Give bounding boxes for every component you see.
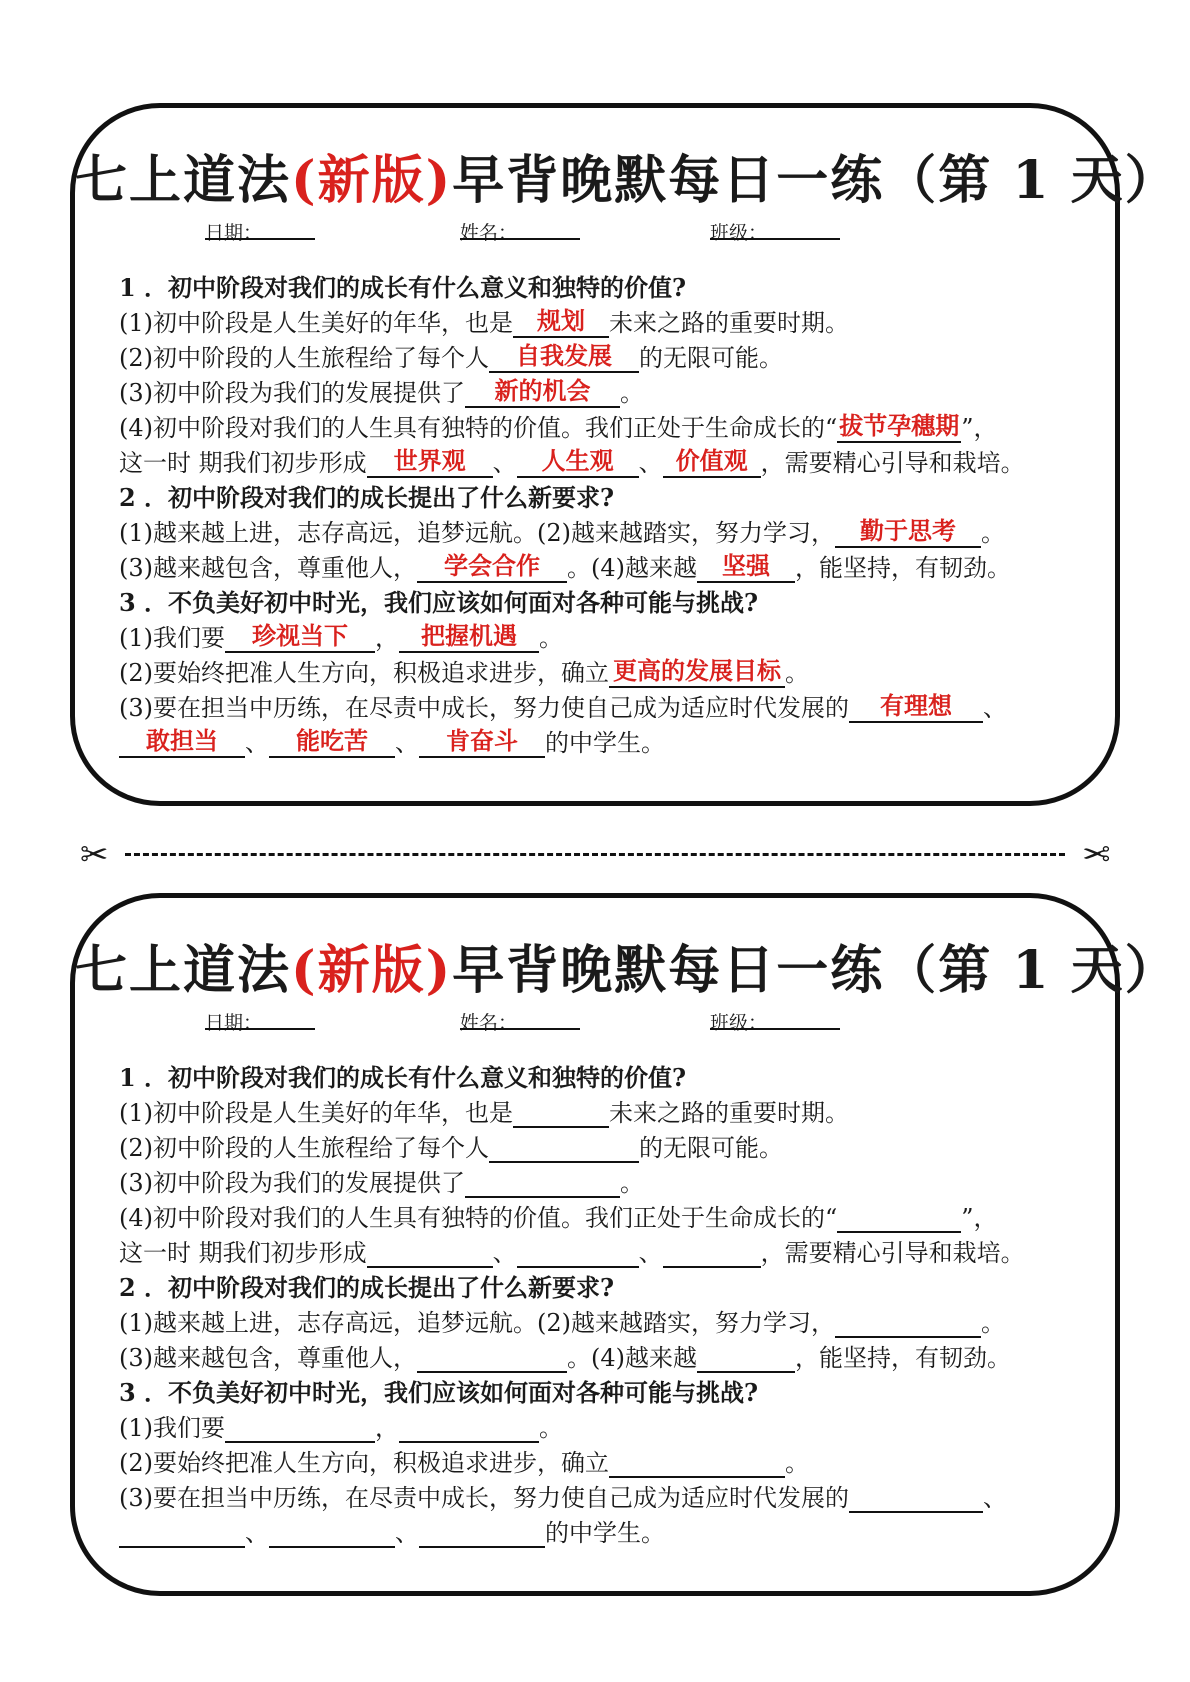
- answer-blank: 价值观: [663, 446, 761, 478]
- q2-item-2: (3)越来越包含，尊重他人， 。(4)越来越 ，能坚持，有韧劲。: [119, 1338, 1011, 1373]
- scissor-icon: ✂: [1081, 835, 1110, 875]
- name-line[interactable]: [460, 218, 580, 240]
- title-edition: (新版): [291, 940, 453, 1001]
- answer-blank: 珍视当下: [225, 621, 375, 653]
- q3-item-2: (2)要始终把准人生方向，积极追求进步，确立 更高的发展目标 。: [119, 656, 809, 687]
- title-part: 早背晚默每日一练（第 1 天）: [452, 150, 1179, 211]
- empty-blank[interactable]: [513, 1096, 609, 1128]
- q2-item-1: (1)越来越上进，志存高远，追梦远航。(2)越来越踏实，努力学习， 。: [119, 1303, 1005, 1338]
- question-3-title: 3 ．不负美好初中时光，我们应该如何面对各种可能与挑战?: [119, 588, 759, 617]
- answer-blank: 自我发展: [489, 341, 639, 373]
- q1-item-1: (1)初中阶段是人生美好的年华，也是 未来之路的重要时期。: [119, 1093, 849, 1128]
- answer-blank: 肯奋斗: [419, 726, 545, 758]
- q1-item-4: (4)初中阶段对我们的人生具有独特的价值。我们正处于生命成长的“ ”，: [119, 1198, 998, 1233]
- empty-blank[interactable]: [119, 1516, 245, 1548]
- empty-blank[interactable]: [835, 1306, 981, 1338]
- q3-item-1: (1)我们要 ， 。: [119, 1408, 563, 1443]
- answer-card: 七上道法(新版)早背晚默每日一练（第 1 天） 日期： 姓名： 班级： 1 ．初中阶段对我们的成长有什么意义和独特的价值? (1)初中阶段是人生美好的年华，也是 规划 未来之路的重要时期。 (2)初中阶段的人生旅程给了每个人 自我发展 的无限可能。 (3)初中阶段为我们的发展提供了 新的机会 。 (4)初中阶段对我们的人生具有独特的价值。我们正处于生命成长的“拔节孕穗期”， 这一时 期我们初步形成 世界观 、 人生观 、 价值观 ，需要精心引导和栽培。 2 ．初中阶段对我们的成长提出了什么新要求? (1)越来越上进，志存高远，追梦远航。(2)越来越踏实，努力学习， 勤于思考 。 (3)越来越包含，尊重他人， 学会合作 。(4)越来越 坚强 ，能坚持，有韧劲。 3 ．不负美好初中时光，我们应该如何面对各种可能与挑战? (1)我们要 珍视当下 ， 把握机遇 。 (2)要始终把准人生方向，积极追求进步，确立 更高的发展目标 。 (3)要在担当中历练，在尽责中成长，努力使自己成为适应时代发展的 有理想 、 敢担当 、 能吃苦 、 肯奋斗 的中学生。: [70, 103, 1120, 806]
- title-edition: (新版): [291, 150, 453, 211]
- card-title: [75, 138, 1179, 213]
- q1-item-2: (2)初中阶段的人生旅程给了每个人 的无限可能。: [119, 1128, 783, 1163]
- scissor-icon: ✂: [80, 835, 109, 875]
- class-line[interactable]: [710, 218, 840, 240]
- title-part: 早背晚默每日一练（第 1 天）: [452, 940, 1179, 1001]
- answer-blank: 更高的发展目标: [609, 656, 785, 688]
- question-2-title: 2 ．初中阶段对我们的成长提出了什么新要求?: [119, 483, 615, 512]
- empty-blank[interactable]: [465, 1166, 620, 1198]
- title-part: 七上道法: [75, 940, 292, 1001]
- empty-blank[interactable]: [419, 1516, 545, 1548]
- q2-item-2: (3)越来越包含，尊重他人， 学会合作 。(4)越来越 坚强 ，能坚持，有韧劲。: [119, 551, 1011, 582]
- answer-blank: 规划: [513, 306, 609, 338]
- q2-item-1: (1)越来越上进，志存高远，追梦远航。(2)越来越踏实，努力学习， 勤于思考 。: [119, 516, 1005, 547]
- empty-blank[interactable]: [399, 1411, 539, 1443]
- title-part: 七上道法: [75, 150, 292, 211]
- q1-item-3: (3)初中阶段为我们的发展提供了 新的机会 。: [119, 376, 644, 407]
- empty-blank[interactable]: [609, 1446, 785, 1478]
- answer-blank: 能吃苦: [269, 726, 395, 758]
- q3-item-2: (2)要始终把准人生方向，积极追求进步，确立 。: [119, 1443, 809, 1478]
- empty-blank[interactable]: [517, 1236, 639, 1268]
- empty-blank[interactable]: [849, 1481, 983, 1513]
- class-line[interactable]: [710, 1008, 840, 1030]
- empty-blank[interactable]: [417, 1341, 567, 1373]
- q3-item-4: 敢担当 、 能吃苦 、 肯奋斗 的中学生。: [119, 723, 665, 758]
- question-2-title: 2 ．初中阶段对我们的成长提出了什么新要求?: [119, 1273, 615, 1302]
- answer-blank: 敢担当: [119, 726, 245, 758]
- empty-blank[interactable]: [367, 1236, 493, 1268]
- question-1-title: 1 ．初中阶段对我们的成长有什么意义和独特的价值?: [119, 1063, 687, 1092]
- answer-blank: 世界观: [367, 446, 493, 478]
- q3-item-3: (3)要在担当中历练，在尽责中成长，努力使自己成为适应时代发展的 、: [119, 1478, 1007, 1513]
- q3-item-4: 、 、 的中学生。: [119, 1513, 665, 1548]
- answer-blank: 勤于思考: [835, 516, 981, 548]
- name-line[interactable]: [460, 1008, 580, 1030]
- date-line[interactable]: [205, 1008, 315, 1030]
- answer-blank: 新的机会: [465, 376, 620, 408]
- empty-blank[interactable]: [837, 1201, 961, 1233]
- empty-blank[interactable]: [269, 1516, 395, 1548]
- date-line[interactable]: [205, 218, 315, 240]
- q1-item-5: 这一时 期我们初步形成 世界观 、 人生观 、 价值观 ，需要精心引导和栽培。: [119, 446, 1025, 477]
- question-3-title: 3 ．不负美好初中时光，我们应该如何面对各种可能与挑战?: [119, 1378, 759, 1407]
- q1-item-4: (4)初中阶段对我们的人生具有独特的价值。我们正处于生命成长的“拔节孕穗期”，: [119, 411, 998, 442]
- q1-item-1: (1)初中阶段是人生美好的年华，也是 规划 未来之路的重要时期。: [119, 306, 849, 337]
- q1-item-3: (3)初中阶段为我们的发展提供了 。: [119, 1163, 644, 1198]
- empty-blank[interactable]: [663, 1236, 761, 1268]
- cut-line: [80, 835, 1110, 875]
- empty-blank[interactable]: [697, 1341, 795, 1373]
- question-1-title: 1 ．初中阶段对我们的成长有什么意义和独特的价值?: [119, 273, 687, 302]
- answer-blank: 拔节孕穗期: [837, 411, 961, 443]
- empty-blank[interactable]: [489, 1131, 639, 1163]
- q1-item-2: (2)初中阶段的人生旅程给了每个人 自我发展 的无限可能。: [119, 341, 783, 372]
- card-title: [75, 928, 1179, 1003]
- q3-item-1: (1)我们要 珍视当下 ， 把握机遇 。: [119, 621, 563, 652]
- answer-blank: 人生观: [517, 446, 639, 478]
- q1-item-5: 这一时 期我们初步形成 、 、 ，需要精心引导和栽培。: [119, 1233, 1025, 1268]
- dashed-divider: [125, 853, 1065, 856]
- q3-item-3: (3)要在担当中历练，在尽责中成长，努力使自己成为适应时代发展的 有理想 、: [119, 691, 1007, 722]
- answer-blank: 学会合作: [417, 551, 567, 583]
- answer-blank: 把握机遇: [399, 621, 539, 653]
- empty-blank[interactable]: [225, 1411, 375, 1443]
- practice-card: 七上道法(新版)早背晚默每日一练（第 1 天） 日期： 姓名： 班级： 1 ．初中阶段对我们的成长有什么意义和独特的价值? (1)初中阶段是人生美好的年华，也是 未来之路的重要时期。 (2)初中阶段的人生旅程给了每个人 的无限可能。 (3)初中阶段为我们的发展提供了 。 (4)初中阶段对我们的人生具有独特的价值。我们正处于生命成长的“ ”， 这一时 期我们初步形成 、 、 ，需要精心引导和栽培。 2 ．初中阶段对我们的成长提出了什么新要求? (1)越来越上进，志存高远，追梦远航。(2)越来越踏实，努力学习， 。 (3)越来越包含，尊重他人， 。(4)越来越 ，能坚持，有韧劲。 3 ．不负美好初中时光，我们应该如何面对各种可能与挑战? (1)我们要 ， 。 (2)要始终把准人生方向，积极追求进步，确立 。 (3)要在担当中历练，在尽责中成长，努力使自己成为适应时代发展的 、 、 、 的中学生。: [70, 893, 1120, 1596]
- answer-blank: 坚强: [697, 551, 795, 583]
- answer-blank: 有理想: [849, 691, 983, 723]
